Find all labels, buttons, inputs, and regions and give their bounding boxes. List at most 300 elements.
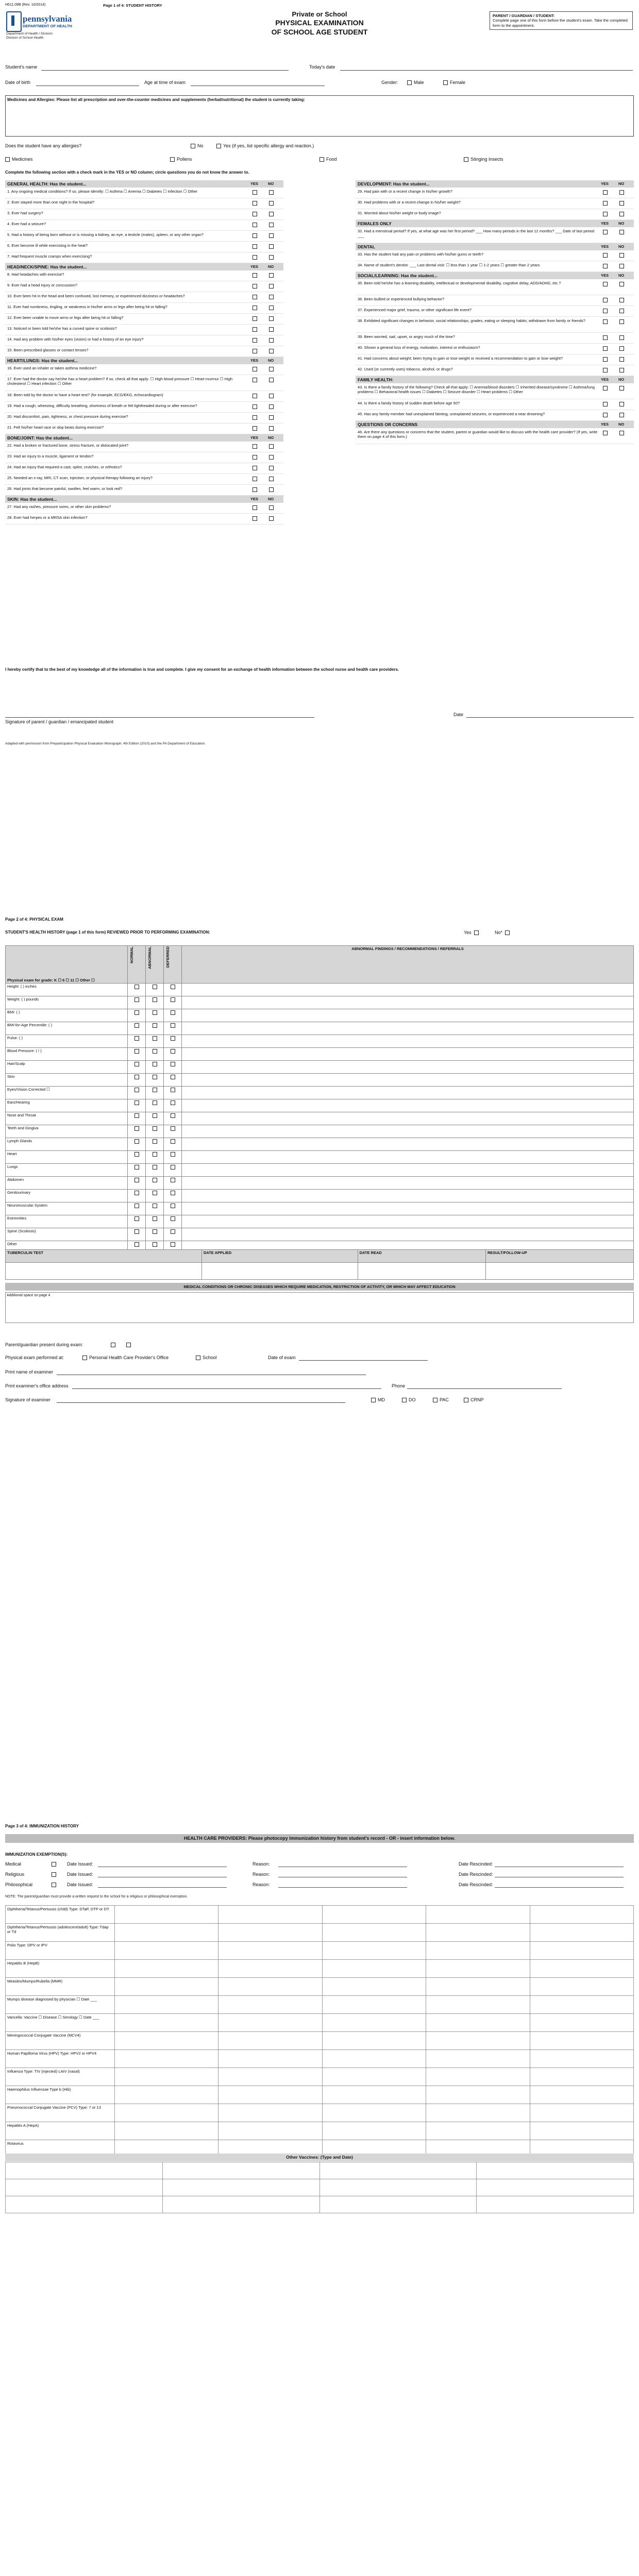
- allergy-no-checkbox[interactable]: [191, 144, 195, 148]
- yes-checkbox[interactable]: [253, 338, 257, 343]
- deferred-checkbox[interactable]: [171, 1049, 175, 1054]
- normal-checkbox[interactable]: [134, 1216, 139, 1221]
- normal-checkbox[interactable]: [134, 1049, 139, 1054]
- vaccine-date-field[interactable]: [322, 1906, 426, 1924]
- abnormal-checkbox[interactable]: [153, 1178, 157, 1182]
- deferred-checkbox[interactable]: [171, 985, 175, 989]
- no-checkbox[interactable]: [269, 295, 274, 299]
- findings-field[interactable]: [182, 1138, 634, 1151]
- normal-checkbox[interactable]: [134, 1023, 139, 1028]
- other-vaccine-field[interactable]: [477, 2162, 634, 2179]
- no-checkbox[interactable]: [269, 349, 274, 353]
- vaccine-date-field[interactable]: [426, 2122, 530, 2140]
- other-vaccine-field[interactable]: [477, 2179, 634, 2196]
- findings-field[interactable]: [182, 1215, 634, 1228]
- vaccine-date-field[interactable]: [426, 2014, 530, 2032]
- abnormal-checkbox[interactable]: [153, 1229, 157, 1234]
- date-issued-field[interactable]: [98, 1861, 227, 1867]
- no-checkbox[interactable]: [269, 367, 274, 371]
- no-checkbox[interactable]: [619, 413, 624, 417]
- student-name-field[interactable]: [41, 64, 289, 71]
- normal-checkbox[interactable]: [134, 1126, 139, 1131]
- findings-field[interactable]: [182, 1087, 634, 1099]
- vaccine-date-field[interactable]: [530, 2122, 633, 2140]
- normal-checkbox[interactable]: [134, 985, 139, 989]
- vaccine-date-field[interactable]: [426, 1960, 530, 1978]
- abnormal-checkbox[interactable]: [153, 1023, 157, 1028]
- no-checkbox[interactable]: [269, 444, 274, 449]
- findings-field[interactable]: [182, 1035, 634, 1048]
- no-checkbox[interactable]: [619, 368, 624, 372]
- cred-md-checkbox[interactable]: [371, 1398, 376, 1402]
- deferred-checkbox[interactable]: [171, 1178, 175, 1182]
- no-checkbox[interactable]: [269, 190, 274, 195]
- vaccine-date-field[interactable]: [426, 1924, 530, 1942]
- other-vaccine-field[interactable]: [320, 2179, 477, 2196]
- abnormal-checkbox[interactable]: [153, 1036, 157, 1041]
- deferred-checkbox[interactable]: [171, 1229, 175, 1234]
- findings-field[interactable]: [182, 1112, 634, 1125]
- findings-field[interactable]: [182, 1190, 634, 1202]
- allergy-yes-checkbox[interactable]: [216, 144, 221, 148]
- deferred-checkbox[interactable]: [171, 1075, 175, 1079]
- vaccine-date-field[interactable]: [426, 1942, 530, 1960]
- other-vaccine-field[interactable]: [162, 2162, 320, 2179]
- deferred-checkbox[interactable]: [171, 1126, 175, 1131]
- findings-field[interactable]: [182, 1099, 634, 1112]
- no-checkbox[interactable]: [269, 255, 274, 260]
- no-checkbox[interactable]: [619, 346, 624, 351]
- exemption-checkbox[interactable]: [52, 1862, 56, 1867]
- vaccine-date-field[interactable]: [218, 1978, 322, 1996]
- findings-field[interactable]: [182, 1048, 634, 1061]
- performed-office-checkbox[interactable]: [82, 1355, 87, 1360]
- yes-checkbox[interactable]: [603, 335, 608, 340]
- no-checkbox[interactable]: [269, 378, 274, 382]
- no-checkbox[interactable]: [619, 190, 624, 195]
- vaccine-date-field[interactable]: [115, 2014, 218, 2032]
- no-checkbox[interactable]: [269, 201, 274, 206]
- yes-checkbox[interactable]: [253, 316, 257, 321]
- no-checkbox[interactable]: [619, 282, 624, 286]
- allergy-food-checkbox[interactable]: [320, 157, 324, 162]
- deferred-checkbox[interactable]: [171, 1204, 175, 1208]
- normal-checkbox[interactable]: [134, 1088, 139, 1092]
- yes-checkbox[interactable]: [603, 319, 608, 324]
- vaccine-date-field[interactable]: [530, 2104, 633, 2122]
- date-rescinded-field[interactable]: [495, 1861, 624, 1867]
- no-checkbox[interactable]: [269, 477, 274, 481]
- deferred-checkbox[interactable]: [171, 1023, 175, 1028]
- vaccine-date-field[interactable]: [322, 1978, 426, 1996]
- yes-checkbox[interactable]: [253, 233, 257, 238]
- findings-field[interactable]: [182, 1074, 634, 1087]
- vaccine-date-field[interactable]: [322, 1924, 426, 1942]
- yes-checkbox[interactable]: [253, 212, 257, 216]
- reason-field[interactable]: [278, 1861, 407, 1867]
- deferred-checkbox[interactable]: [171, 1191, 175, 1195]
- vaccine-date-field[interactable]: [426, 1996, 530, 2014]
- yes-checkbox[interactable]: [253, 378, 257, 382]
- abnormal-checkbox[interactable]: [153, 1113, 157, 1118]
- yes-checkbox[interactable]: [603, 230, 608, 234]
- no-checkbox[interactable]: [269, 338, 274, 343]
- vaccine-date-field[interactable]: [115, 2122, 218, 2140]
- yes-checkbox[interactable]: [603, 309, 608, 313]
- normal-checkbox[interactable]: [134, 1113, 139, 1118]
- other-vaccine-field[interactable]: [162, 2179, 320, 2196]
- no-checkbox[interactable]: [619, 319, 624, 324]
- vaccine-date-field[interactable]: [322, 1960, 426, 1978]
- signature-date-field[interactable]: [466, 711, 634, 718]
- other-vaccine-field[interactable]: [162, 2196, 320, 2213]
- allergy-pollens-checkbox[interactable]: [170, 157, 175, 162]
- normal-checkbox[interactable]: [134, 1100, 139, 1105]
- vaccine-date-field[interactable]: [218, 2032, 322, 2050]
- no-checkbox[interactable]: [269, 316, 274, 321]
- vaccine-date-field[interactable]: [218, 2050, 322, 2068]
- other-vaccine-field[interactable]: [320, 2162, 477, 2179]
- no-checkbox[interactable]: [619, 264, 624, 268]
- vaccine-date-field[interactable]: [426, 2086, 530, 2104]
- yes-checkbox[interactable]: [603, 386, 608, 391]
- abnormal-checkbox[interactable]: [153, 1165, 157, 1170]
- vaccine-date-field[interactable]: [530, 1978, 633, 1996]
- reason-label: Reason:: [253, 1882, 270, 1887]
- age-field[interactable]: [191, 79, 325, 86]
- vaccine-date-field[interactable]: [530, 1960, 633, 1978]
- yes-checkbox[interactable]: [253, 201, 257, 206]
- vaccine-date-field[interactable]: [218, 1960, 322, 1978]
- no-checkbox[interactable]: [269, 487, 274, 492]
- yes-checkbox[interactable]: [603, 264, 608, 268]
- abnormal-checkbox[interactable]: [153, 1152, 157, 1157]
- examiner-name-field[interactable]: [57, 1368, 366, 1375]
- yes-checkbox[interactable]: [253, 295, 257, 299]
- vaccine-date-field[interactable]: [115, 2086, 218, 2104]
- yes-checkbox[interactable]: [603, 357, 608, 362]
- male-checkbox[interactable]: [407, 80, 412, 85]
- vaccine-date-field[interactable]: [115, 1996, 218, 2014]
- no-checkbox[interactable]: [269, 455, 274, 460]
- abnormal-checkbox[interactable]: [153, 1049, 157, 1054]
- no-checkbox[interactable]: [269, 415, 274, 420]
- vaccine-date-field[interactable]: [426, 2032, 530, 2050]
- vaccine-date-field[interactable]: [115, 2050, 218, 2068]
- deferred-checkbox[interactable]: [171, 1152, 175, 1157]
- abnormal-checkbox[interactable]: [153, 1062, 157, 1066]
- date-issued-field[interactable]: [98, 1871, 227, 1877]
- yes-checkbox[interactable]: [603, 402, 608, 406]
- yes-checkbox[interactable]: [253, 223, 257, 227]
- abnormal-checkbox[interactable]: [153, 997, 157, 1002]
- deferred-checkbox[interactable]: [171, 1113, 175, 1118]
- yes-checkbox[interactable]: [603, 212, 608, 216]
- cred-crnp-checkbox[interactable]: [464, 1398, 468, 1402]
- yes-checkbox[interactable]: [253, 190, 257, 195]
- deferred-checkbox[interactable]: [171, 1088, 175, 1092]
- vaccine-date-field[interactable]: [322, 2086, 426, 2104]
- vaccine-date-field[interactable]: [115, 1942, 218, 1960]
- vaccine-date-field[interactable]: [218, 1996, 322, 2014]
- vaccine-date-field[interactable]: [530, 1906, 633, 1924]
- normal-checkbox[interactable]: [134, 1152, 139, 1157]
- yes-checkbox[interactable]: [253, 404, 257, 409]
- no-checkbox[interactable]: [269, 284, 274, 289]
- date-rescinded-field[interactable]: [495, 1882, 624, 1888]
- deferred-checkbox[interactable]: [171, 1216, 175, 1221]
- yes-checkbox[interactable]: [603, 413, 608, 417]
- normal-checkbox[interactable]: [134, 1062, 139, 1066]
- yes-checkbox[interactable]: [253, 244, 257, 249]
- findings-field[interactable]: [182, 1228, 634, 1241]
- no-checkbox[interactable]: [619, 212, 624, 216]
- findings-field[interactable]: [182, 1151, 634, 1164]
- findings-field[interactable]: [182, 1177, 634, 1190]
- allergy-insects-checkbox[interactable]: [464, 157, 468, 162]
- abnormal-checkbox[interactable]: [153, 1242, 157, 1247]
- yes-checkbox[interactable]: [253, 394, 257, 398]
- abnormal-checkbox[interactable]: [153, 1191, 157, 1195]
- no-checkbox[interactable]: [269, 516, 274, 521]
- yes-checkbox[interactable]: [603, 346, 608, 351]
- vaccine-date-field[interactable]: [426, 2104, 530, 2122]
- date-rescinded-field[interactable]: [495, 1871, 624, 1877]
- parent-present-no[interactable]: [126, 1343, 131, 1347]
- exemption-checkbox[interactable]: [52, 1883, 56, 1887]
- date-issued-field[interactable]: [98, 1882, 227, 1888]
- yes-checkbox[interactable]: [603, 368, 608, 372]
- abnormal-checkbox[interactable]: [153, 1216, 157, 1221]
- vaccine-date-field[interactable]: [530, 2032, 633, 2050]
- deferred-checkbox[interactable]: [171, 1100, 175, 1105]
- vaccine-date-field[interactable]: [218, 1924, 322, 1942]
- no-checkbox[interactable]: [269, 223, 274, 227]
- abnormal-checkbox[interactable]: [153, 1100, 157, 1105]
- yes-checkbox[interactable]: [603, 253, 608, 258]
- reviewed-yes-checkbox[interactable]: [474, 930, 479, 935]
- no-checkbox[interactable]: [619, 253, 624, 258]
- vaccine-date-field[interactable]: [530, 2014, 633, 2032]
- findings-field[interactable]: [182, 996, 634, 1009]
- no-checkbox[interactable]: [619, 230, 624, 234]
- vaccine-date-field[interactable]: [218, 2086, 322, 2104]
- other-vaccine-field[interactable]: [477, 2196, 634, 2213]
- no-checkbox[interactable]: [269, 233, 274, 238]
- examiner-name-label: Print name of examiner: [5, 1369, 54, 1375]
- findings-field[interactable]: [182, 1125, 634, 1138]
- vaccine-date-field[interactable]: [218, 2122, 322, 2140]
- yes-checkbox[interactable]: [253, 327, 257, 332]
- findings-field[interactable]: [182, 984, 634, 996]
- vaccine-date-field[interactable]: [322, 1942, 426, 1960]
- no-checkbox[interactable]: [619, 357, 624, 362]
- yes-checkbox[interactable]: [603, 298, 608, 302]
- normal-checkbox[interactable]: [134, 1191, 139, 1195]
- deferred-checkbox[interactable]: [171, 1165, 175, 1170]
- vaccine-date-field[interactable]: [530, 1942, 633, 1960]
- yes-checkbox[interactable]: [603, 201, 608, 206]
- yes-checkbox[interactable]: [253, 273, 257, 278]
- parent-signature-field[interactable]: [5, 711, 314, 718]
- findings-field[interactable]: [182, 1202, 634, 1215]
- abnormal-checkbox[interactable]: [153, 1139, 157, 1144]
- cred-pac-checkbox[interactable]: [433, 1398, 438, 1402]
- yes-checkbox[interactable]: [253, 284, 257, 289]
- vaccine-date-field[interactable]: [426, 2068, 530, 2086]
- vaccine-date-field[interactable]: [530, 2086, 633, 2104]
- section-header: [5, 180, 283, 188]
- no-checkbox[interactable]: [269, 244, 274, 249]
- yes-checkbox[interactable]: [253, 306, 257, 310]
- vaccine-date-field[interactable]: [115, 1978, 218, 1996]
- normal-checkbox[interactable]: [134, 1204, 139, 1208]
- yes-checkbox[interactable]: [253, 444, 257, 449]
- yes-checkbox[interactable]: [253, 487, 257, 492]
- todays-date-field[interactable]: [340, 64, 633, 71]
- vaccine-date-field[interactable]: [115, 2104, 218, 2122]
- abnormal-checkbox[interactable]: [153, 985, 157, 989]
- no-checkbox[interactable]: [619, 309, 624, 313]
- vaccine-date-field[interactable]: [426, 1978, 530, 1996]
- no-checkbox[interactable]: [269, 505, 274, 510]
- abnormal-checkbox[interactable]: [153, 1010, 157, 1015]
- yes-checkbox[interactable]: [253, 415, 257, 420]
- vaccine-date-field[interactable]: [322, 2032, 426, 2050]
- vaccine-date-field[interactable]: [530, 2068, 633, 2086]
- reason-field[interactable]: [278, 1871, 407, 1877]
- yes-checkbox[interactable]: [253, 466, 257, 470]
- no-checkbox[interactable]: [269, 306, 274, 310]
- normal-checkbox[interactable]: [134, 1010, 139, 1015]
- no-checkbox[interactable]: [269, 327, 274, 332]
- reviewed-no-checkbox[interactable]: [505, 930, 510, 935]
- yes-checkbox[interactable]: [253, 367, 257, 371]
- yes-checkbox[interactable]: [253, 516, 257, 521]
- findings-field[interactable]: [182, 1022, 634, 1035]
- vaccine-date-field[interactable]: [218, 1906, 322, 1924]
- yes-checkbox[interactable]: [253, 505, 257, 510]
- normal-checkbox[interactable]: [134, 1242, 139, 1247]
- abnormal-checkbox[interactable]: [153, 1075, 157, 1079]
- performed-school-checkbox[interactable]: [196, 1355, 200, 1360]
- vaccine-date-field[interactable]: [218, 1942, 322, 1960]
- female-checkbox[interactable]: [443, 80, 448, 85]
- no-checkbox[interactable]: [619, 386, 624, 391]
- normal-checkbox[interactable]: [134, 1165, 139, 1170]
- dob-field[interactable]: [36, 79, 139, 86]
- no-checkbox[interactable]: [269, 212, 274, 216]
- normal-checkbox[interactable]: [134, 1229, 139, 1234]
- no-checkbox[interactable]: [269, 273, 274, 278]
- phone-field[interactable]: [407, 1382, 562, 1389]
- abnormal-checkbox[interactable]: [153, 1126, 157, 1131]
- deferred-checkbox[interactable]: [171, 1242, 175, 1247]
- yes-checkbox[interactable]: [603, 190, 608, 195]
- vaccine-date-field[interactable]: [115, 1906, 218, 1924]
- vaccine-date-field[interactable]: [322, 2068, 426, 2086]
- exemption-checkbox[interactable]: [52, 1872, 56, 1877]
- vaccine-date-field[interactable]: [322, 2122, 426, 2140]
- vaccine-date-field[interactable]: [218, 2104, 322, 2122]
- date-issued-label: Date Issued:: [67, 1861, 93, 1867]
- vaccine-row: [6, 1906, 634, 1924]
- abnormal-checkbox[interactable]: [153, 1204, 157, 1208]
- findings-field[interactable]: [182, 1061, 634, 1074]
- deferred-checkbox[interactable]: [171, 997, 175, 1002]
- deferred-checkbox[interactable]: [171, 1010, 175, 1015]
- vaccine-date-field[interactable]: [115, 2032, 218, 2050]
- findings-field[interactable]: [182, 1009, 634, 1022]
- no-checkbox[interactable]: [619, 402, 624, 406]
- parent-present-yes[interactable]: [111, 1343, 115, 1347]
- cred-do-checkbox[interactable]: [402, 1398, 407, 1402]
- abnormal-checkbox[interactable]: [153, 1088, 157, 1092]
- other-vaccine-field[interactable]: [6, 2179, 163, 2196]
- vaccine-date-field[interactable]: [530, 2050, 633, 2068]
- yes-checkbox[interactable]: [253, 455, 257, 460]
- examiner-signature-field[interactable]: [57, 1396, 345, 1403]
- no-checkbox[interactable]: [619, 201, 624, 206]
- no-checkbox[interactable]: [269, 426, 274, 431]
- vaccine-date-field[interactable]: [322, 1996, 426, 2014]
- normal-checkbox[interactable]: [134, 1139, 139, 1144]
- meds-field[interactable]: [8, 111, 631, 132]
- vaccine-date-field[interactable]: [322, 2104, 426, 2122]
- vaccine-date-field[interactable]: [115, 1924, 218, 1942]
- vaccine-date-field[interactable]: [426, 2050, 530, 2068]
- yes-checkbox[interactable]: [603, 282, 608, 286]
- other-vaccine-field[interactable]: [320, 2196, 477, 2213]
- deferred-checkbox[interactable]: [171, 1062, 175, 1066]
- yes-checkbox[interactable]: [603, 431, 608, 435]
- yes-checkbox[interactable]: [253, 426, 257, 431]
- vaccine-date-field[interactable]: [218, 2014, 322, 2032]
- other-vaccine-field[interactable]: [6, 2196, 163, 2213]
- yes-checkbox[interactable]: [253, 255, 257, 260]
- vaccine-date-field[interactable]: [322, 2014, 426, 2032]
- normal-checkbox[interactable]: [134, 1178, 139, 1182]
- deferred-checkbox[interactable]: [171, 1139, 175, 1144]
- vaccine-date-field[interactable]: [218, 2068, 322, 2086]
- no-checkbox[interactable]: [619, 431, 624, 435]
- vaccine-date-field[interactable]: [426, 1906, 530, 1924]
- no-checkbox[interactable]: [269, 394, 274, 398]
- office-address-field[interactable]: [72, 1382, 381, 1389]
- findings-field[interactable]: [182, 1164, 634, 1177]
- vaccine-date-field[interactable]: [322, 2050, 426, 2068]
- normal-checkbox[interactable]: [134, 997, 139, 1002]
- normal-checkbox[interactable]: [134, 1036, 139, 1041]
- reason-field[interactable]: [278, 1882, 407, 1888]
- vaccine-date-field[interactable]: [115, 1960, 218, 1978]
- yes-checkbox[interactable]: [253, 477, 257, 481]
- date-of-exam-field[interactable]: [299, 1354, 428, 1361]
- no-checkbox[interactable]: [269, 404, 274, 409]
- no-checkbox[interactable]: [619, 335, 624, 340]
- yes-checkbox[interactable]: [253, 349, 257, 353]
- no-checkbox[interactable]: [269, 466, 274, 470]
- other-vaccine-field[interactable]: [6, 2162, 163, 2179]
- vaccine-date-field[interactable]: [530, 1996, 633, 2014]
- normal-checkbox[interactable]: [134, 1075, 139, 1079]
- vaccine-date-field[interactable]: [115, 2068, 218, 2086]
- deferred-checkbox[interactable]: [171, 1036, 175, 1041]
- no-checkbox[interactable]: [619, 298, 624, 302]
- allergy-medicines-checkbox[interactable]: [5, 157, 10, 162]
- conditions-field[interactable]: Additional space on page 4: [5, 1292, 634, 1323]
- vaccine-date-field[interactable]: [530, 1924, 633, 1942]
